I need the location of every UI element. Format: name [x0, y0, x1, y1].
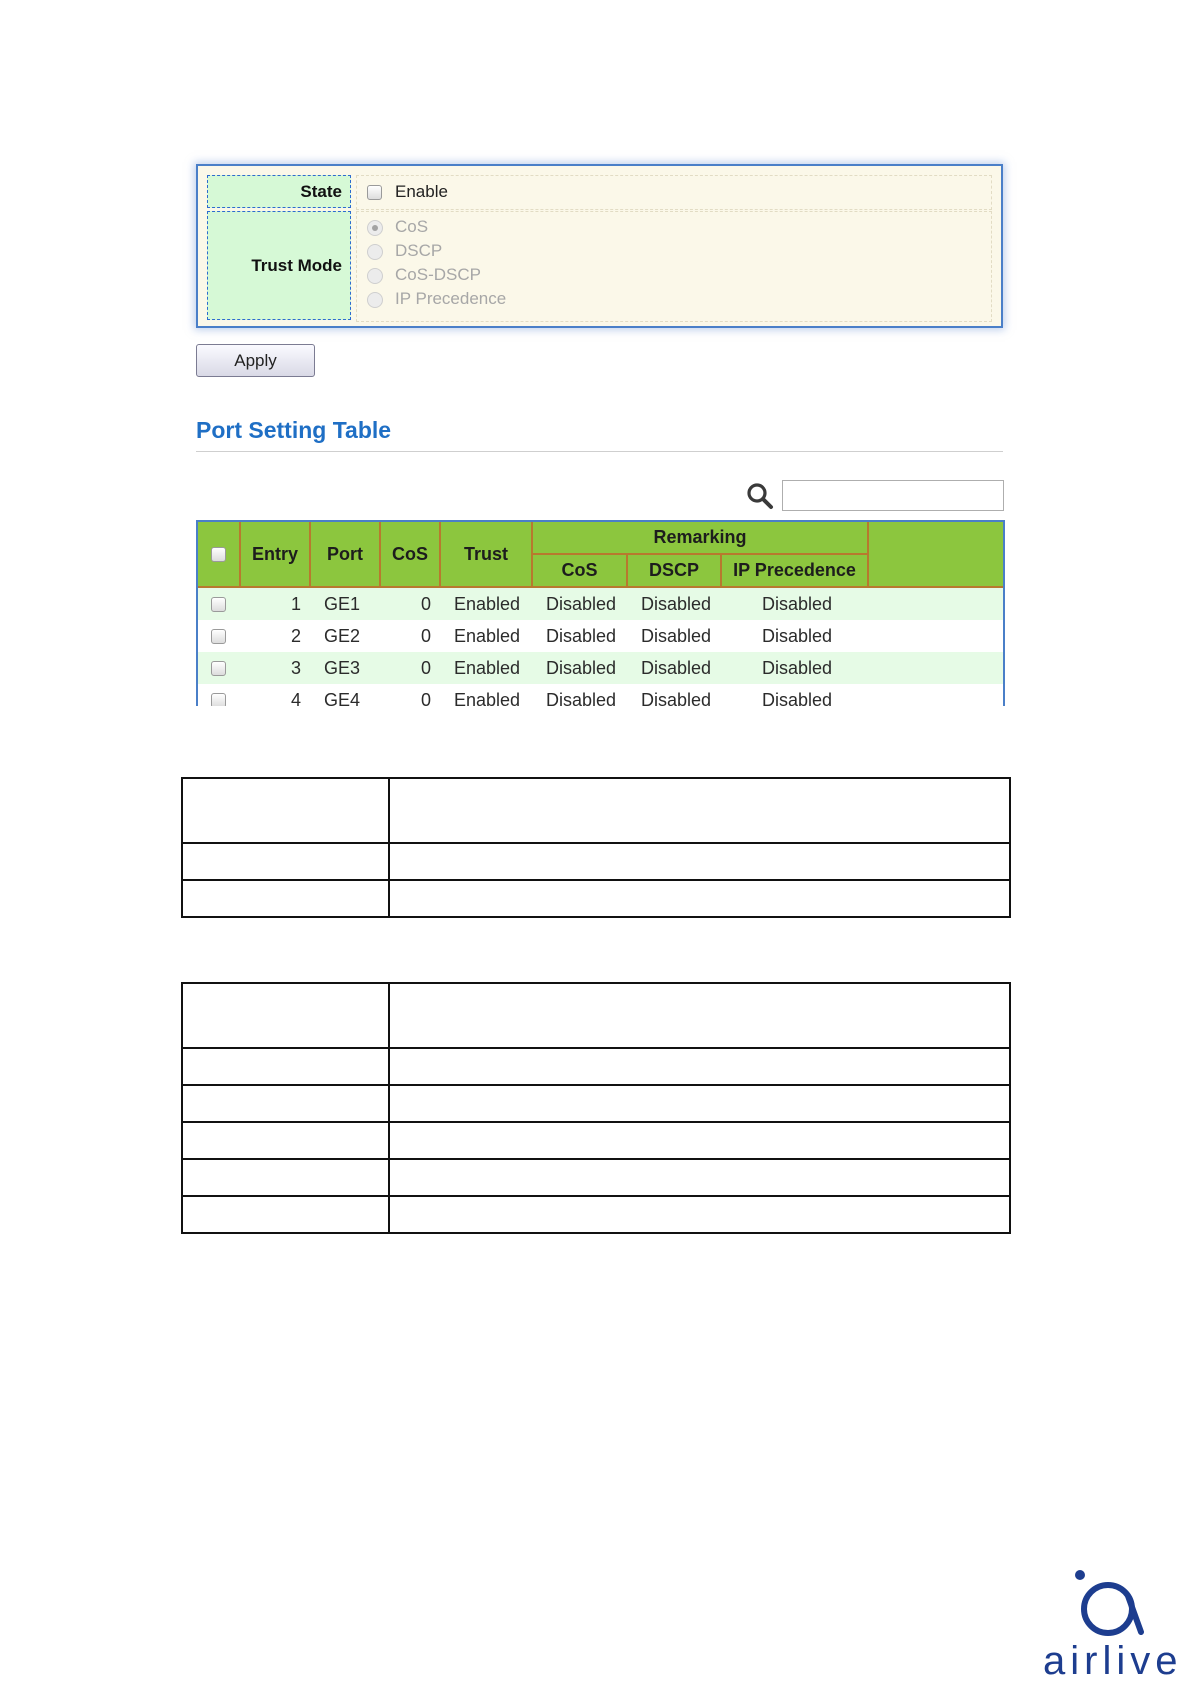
table-cell	[182, 1196, 389, 1233]
cell-entry: 1	[290, 594, 301, 614]
select-all-header	[198, 522, 241, 588]
row-checkbox[interactable]	[211, 693, 226, 706]
cell-remarking-cos: Disabled	[546, 594, 617, 614]
logo-wordmark: airlive	[1043, 1639, 1183, 1680]
header-trust[interactable]: Trust	[441, 522, 533, 588]
state-field	[356, 175, 992, 210]
cell-trust: Enabled	[454, 690, 521, 706]
row-checkbox[interactable]	[211, 661, 226, 676]
header-remarking-ip-precedence[interactable]: IP Precedence	[722, 555, 869, 588]
select-all-checkbox[interactable]	[211, 547, 226, 562]
table-cell	[182, 778, 389, 843]
table-cell	[389, 1122, 1010, 1159]
cell-port: GE2	[324, 626, 361, 646]
cell-remarking-cos: Disabled	[546, 690, 617, 706]
search-input[interactable]	[782, 480, 1004, 511]
cell-remarking-ip-precedence: Disabled	[762, 658, 833, 678]
cell-trust: Enabled	[454, 626, 521, 646]
qos-settings-panel	[196, 164, 1003, 328]
port-setting-table	[196, 520, 1005, 706]
cell-port: GE4	[324, 690, 361, 706]
table-cell	[182, 843, 389, 880]
table-cell	[182, 1048, 389, 1085]
cell-remarking-ip-precedence: Disabled	[762, 594, 833, 614]
table-cell	[182, 1122, 389, 1159]
header-entry[interactable]: Entry	[241, 522, 311, 588]
trust-mode-radio-dscp[interactable]	[367, 244, 383, 260]
description-table-2	[181, 982, 1011, 1234]
section-divider	[196, 451, 1003, 452]
cell-cos: 0	[420, 626, 431, 646]
cell-port: GE3	[324, 658, 361, 678]
table-cell	[389, 1196, 1010, 1233]
description-table-1	[181, 777, 1011, 918]
cell-entry: 2	[290, 626, 301, 646]
port-setting-table-title: Port Setting Table	[196, 417, 392, 443]
cell-remarking-dscp: Disabled	[641, 626, 712, 646]
cell-entry: 3	[290, 658, 301, 678]
cell-remarking-dscp: Disabled	[641, 594, 712, 614]
enable-label: Enable	[395, 182, 448, 201]
trust-mode-option-cos-dscp: CoS-DSCP	[395, 265, 481, 284]
table-row[interactable]	[198, 652, 1003, 684]
enable-checkbox[interactable]	[367, 185, 382, 200]
cell-remarking-dscp: Disabled	[641, 658, 712, 678]
table-row[interactable]	[198, 684, 1003, 706]
table-cell	[389, 843, 1010, 880]
trust-mode-radio-cos[interactable]	[367, 220, 383, 236]
trust-mode-option-dscp: DSCP	[395, 241, 443, 260]
search-icon[interactable]	[746, 482, 774, 510]
table-cell	[389, 778, 1010, 843]
cell-remarking-dscp: Disabled	[641, 690, 712, 706]
header-remarking-cos[interactable]: CoS	[533, 555, 628, 588]
trust-mode-radio-ip-precedence[interactable]	[367, 292, 383, 308]
cell-port: GE1	[324, 594, 361, 614]
table-cell	[389, 1085, 1010, 1122]
header-filler	[869, 522, 1003, 588]
trust-mode-option-cos: CoS	[395, 217, 429, 236]
table-cell	[182, 983, 389, 1048]
cell-remarking-ip-precedence: Disabled	[762, 626, 833, 646]
cell-cos: 0	[420, 658, 431, 678]
header-remarking: Remarking	[533, 522, 869, 555]
table-cell	[182, 880, 389, 917]
row-checkbox[interactable]	[211, 629, 226, 644]
trust-mode-option-ip-precedence: IP Precedence	[395, 289, 507, 308]
table-cell	[389, 880, 1010, 917]
airlive-logo	[1035, 1562, 1185, 1680]
table-cell	[389, 983, 1010, 1048]
header-remarking-dscp[interactable]: DSCP	[628, 555, 722, 588]
cell-trust: Enabled	[454, 594, 521, 614]
row-checkbox[interactable]	[211, 597, 226, 612]
table-cell	[389, 1048, 1010, 1085]
cell-entry: 4	[290, 690, 301, 706]
cell-cos: 0	[420, 594, 431, 614]
state-label: State	[207, 175, 351, 208]
header-port[interactable]: Port	[311, 522, 381, 588]
cell-cos: 0	[420, 690, 431, 706]
table-row[interactable]	[198, 620, 1003, 652]
cell-remarking-cos: Disabled	[546, 658, 617, 678]
trust-mode-label: Trust Mode	[207, 211, 351, 320]
table-row[interactable]	[198, 588, 1003, 620]
table-cell	[182, 1159, 389, 1196]
cell-remarking-ip-precedence: Disabled	[762, 690, 833, 706]
trust-mode-field	[356, 211, 992, 322]
header-cos[interactable]: CoS	[381, 522, 441, 588]
cell-remarking-cos: Disabled	[546, 626, 617, 646]
trust-mode-radio-cos-dscp[interactable]	[367, 268, 383, 284]
apply-button[interactable]: Apply	[196, 344, 315, 377]
cell-trust: Enabled	[454, 658, 521, 678]
table-cell	[389, 1159, 1010, 1196]
table-cell	[182, 1085, 389, 1122]
